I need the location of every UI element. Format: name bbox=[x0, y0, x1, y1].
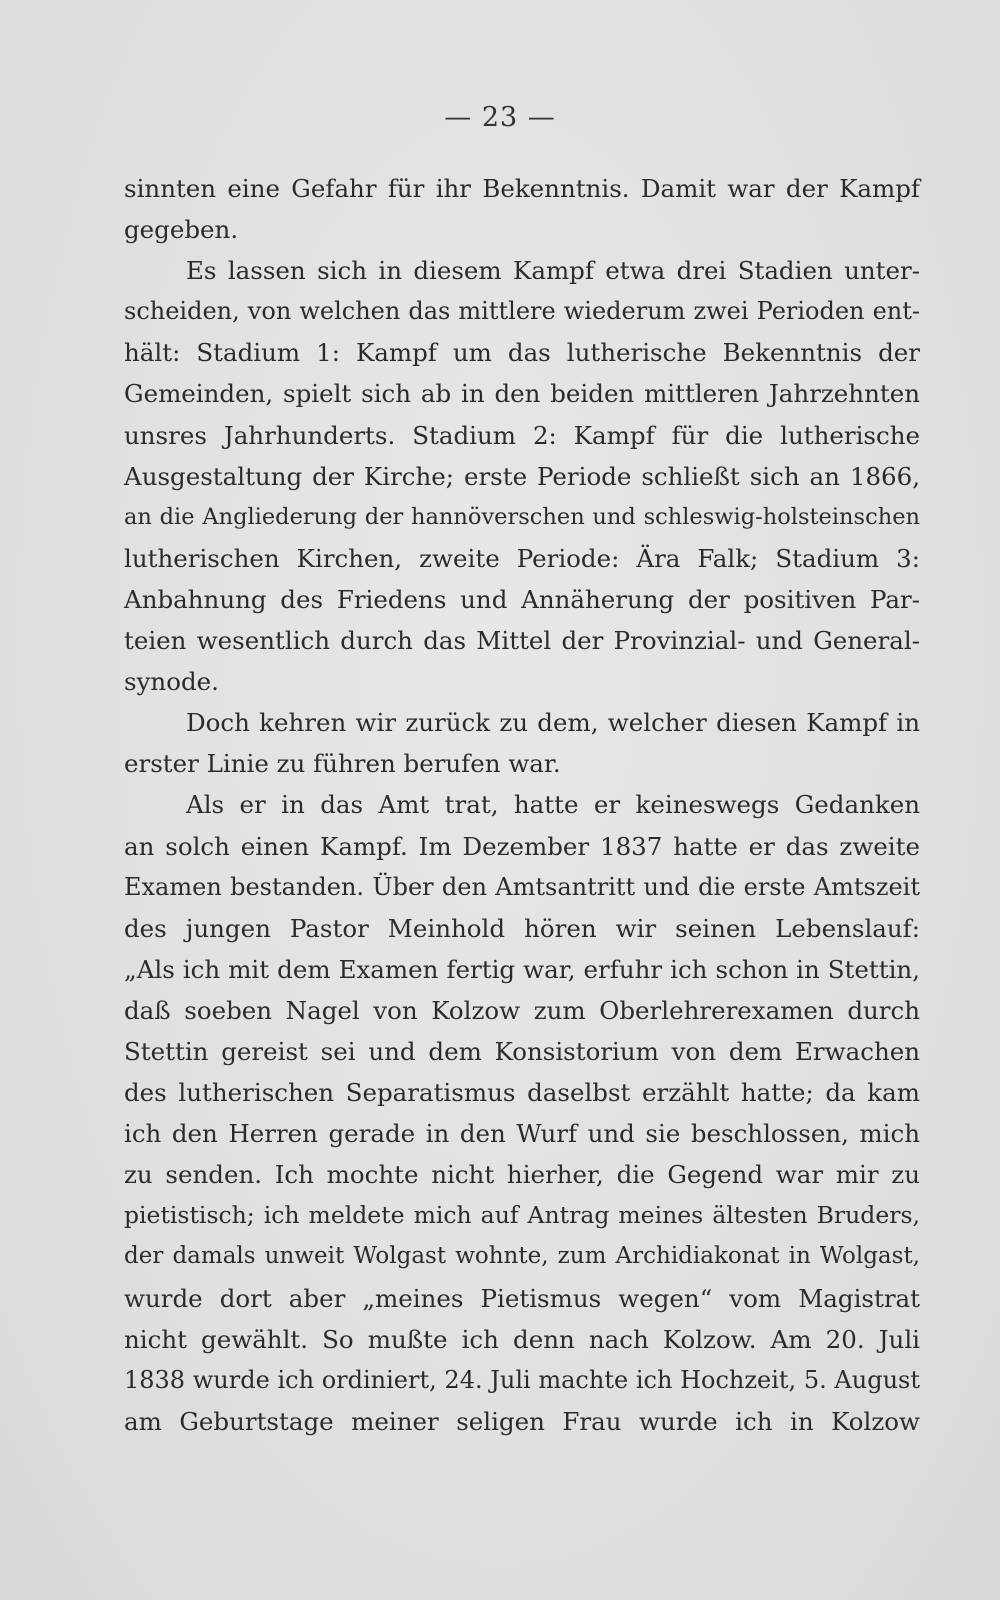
text-line: „Als ich mit dem Examen fertig war, erfuhr ich schon in Stettin, bbox=[124, 954, 920, 984]
text-line: daß soeben Nagel von Kolzow zum Oberlehrerexamen durch bbox=[124, 995, 920, 1025]
text-line: Es lassen sich in diesem Kampf etwa drei Stadien unter- bbox=[186, 256, 920, 286]
text-line: nicht gewählt. So mußte ich denn nach Kolzow. Am 20. Juli bbox=[124, 1324, 920, 1354]
text-line: des lutherischen Separatismus daselbst erzählt hatte; da kam bbox=[124, 1078, 920, 1108]
text-line: der damals unweit Wolgast wohnte, zum Archidiakonat in Wolgast, bbox=[124, 1243, 920, 1270]
body-text bbox=[124, 168, 920, 1442]
paragraph bbox=[124, 168, 920, 250]
page-number: — 23 — bbox=[444, 102, 556, 133]
text-line: Anbahnung des Friedens und Annäherung der positiven Par- bbox=[124, 584, 920, 614]
paragraph bbox=[124, 784, 920, 1442]
text-line: wurde dort aber „meines Pietismus wegen“ vom Magistrat bbox=[124, 1283, 920, 1313]
text-line: Examen bestanden. Über den Amtsantritt und die erste Amtszeit bbox=[124, 872, 920, 901]
text-line: Doch kehren wir zurück zu dem, welcher diesen Kampf in bbox=[186, 708, 920, 738]
text-line: an solch einen Kampf. Im Dezember 1837 hatte er das zweite bbox=[124, 831, 920, 861]
text-line: zu senden. Ich mochte nicht hierher, die Gegend war mir zu bbox=[124, 1160, 920, 1190]
text-line: synode. bbox=[124, 667, 219, 697]
text-line: des jungen Pastor Meinhold hören wir seinen Lebenslauf: bbox=[124, 913, 920, 943]
text-line: Gemeinden, spielt sich ab in den beiden mittleren Jahrzehnten bbox=[124, 379, 920, 409]
paragraph bbox=[124, 702, 920, 784]
text-line: lutherischen Kirchen, zweite Periode: Ära Falk; Stadium 3: bbox=[124, 543, 920, 573]
text-line: Als er in das Amt trat, hatte er keineswegs Gedanken bbox=[186, 790, 920, 820]
text-line: pietistisch; ich meldete mich auf Antrag meines ältesten Bruders, bbox=[124, 1201, 920, 1230]
text-line: erster Linie zu führen berufen war. bbox=[124, 749, 561, 779]
text-line: Ausgestaltung der Kirche; erste Periode schließt sich an 1866, bbox=[124, 461, 920, 491]
text-line: am Geburtstage meiner seligen Frau wurde ich in Kolzow bbox=[124, 1406, 920, 1436]
text-line: hält: Stadium 1: Kampf um das lutherische Bekenntnis der bbox=[124, 338, 920, 368]
text-line: 1838 wurde ich ordiniert, 24. Juli machte ich Hochzeit, 5. August bbox=[124, 1365, 920, 1394]
text-line: gegeben. bbox=[124, 215, 239, 245]
text-line: sinnten eine Gefahr für ihr Bekenntnis. Damit war der Kampf bbox=[124, 174, 920, 203]
text-line: unsres Jahrhunderts. Stadium 2: Kampf für die lutherische bbox=[124, 420, 920, 450]
text-line: teien wesentlich durch das Mittel der Provinzial- und General- bbox=[124, 626, 920, 656]
text-line: Stettin gereist sei und dem Konsistorium von dem Erwachen bbox=[124, 1036, 920, 1066]
text-line: scheiden, von welchen das mittlere wiederum zwei Perioden ent- bbox=[124, 297, 920, 326]
paragraph bbox=[124, 250, 920, 702]
text-line: ich den Herren gerade in den Wurf und sie beschlossen, mich bbox=[124, 1119, 920, 1149]
text-line: an die Angliederung der hannöverschen und schleswig-holsteinschen bbox=[124, 503, 920, 530]
